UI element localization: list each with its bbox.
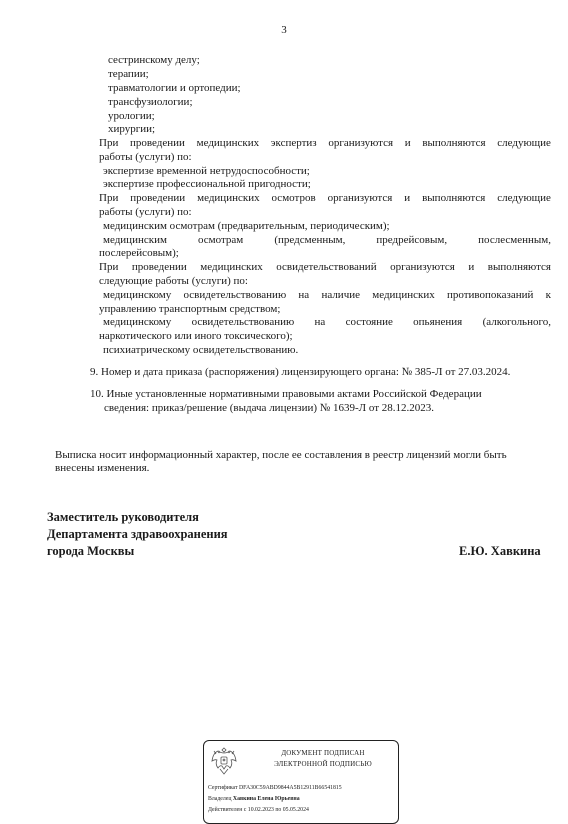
notice-line2: внесены изменения.: [55, 462, 150, 474]
word: послесменным,: [478, 234, 551, 246]
stamp-cert-label: Сертификат: [208, 785, 238, 791]
stamp-owner-value: Хавкина Елена Юрьевна: [232, 796, 300, 802]
word: При: [99, 261, 119, 273]
word: следующие: [497, 192, 551, 204]
word: медицинскому: [103, 316, 172, 328]
word: При: [99, 192, 119, 204]
word: выполняются: [422, 192, 486, 204]
word: проведении: [130, 137, 185, 149]
word: При: [99, 137, 119, 149]
word: противопоказаний: [446, 289, 534, 301]
certs-item-line: [103, 289, 551, 302]
exams-item: медицинским осмотрам (предварительным, периодическим);: [103, 220, 390, 232]
word: выполняются: [422, 137, 486, 149]
word: и: [404, 192, 411, 204]
signer-position-line2: Департамента здравоохранения: [47, 527, 228, 541]
certs-item-line: [103, 316, 551, 329]
word: следующие: [497, 137, 551, 149]
word: на: [298, 289, 310, 301]
certs-item-line2: управлению транспортным средством;: [99, 303, 281, 315]
word: на: [314, 316, 326, 328]
signer-position-line3: города Москвы: [47, 544, 135, 558]
stamp-owner: [208, 796, 300, 802]
list-item: сестринскому делу;: [108, 54, 200, 66]
signer-position-line1: Заместитель руководителя: [47, 510, 199, 524]
word: медицинских: [197, 192, 260, 204]
word: наличие: [321, 289, 360, 301]
item-10-line1: 10. Иные установленные нормативными правовыми актами Российской Федерации: [90, 388, 482, 400]
certs-item: психиатрическому освидетельствованию.: [103, 344, 299, 356]
e-signature-stamp: [203, 740, 399, 824]
item-9: 9. Номер и дата приказа (распоряжения) лицензирующего органа: № 385-Л от 27.03.2024.: [90, 366, 511, 378]
word: осмотрам: [198, 234, 244, 246]
word: освидетельствований: [276, 261, 377, 273]
stamp-owner-label: Владелец: [208, 796, 232, 802]
list-item: травматологии и ортопедии;: [108, 82, 241, 94]
stamp-title-line2: ЭЛЕКТРОННОЙ ПОДПИСЬЮ: [274, 760, 372, 768]
list-item: терапии;: [108, 68, 149, 80]
exams-item-line: [103, 234, 551, 247]
word: освидетельствованию: [191, 316, 295, 328]
exams-intro-line: [99, 192, 551, 205]
word: проведении: [131, 261, 187, 273]
word: освидетельствованию: [183, 289, 287, 301]
list-item: трансфузиологии;: [108, 96, 193, 108]
word: и: [468, 261, 475, 273]
word: и: [404, 137, 411, 149]
word: организуются: [328, 137, 394, 149]
stamp-certificate: [208, 785, 342, 791]
expertise-intro-line: [99, 137, 551, 150]
stamp-cert-value: DFA30C59ABD9844A5B12911B66541815: [238, 785, 342, 791]
certs-intro-line: [99, 261, 551, 274]
word: экспертиз: [270, 137, 317, 149]
word: состояние: [345, 316, 393, 328]
word: опьянения: [413, 316, 463, 328]
word: (предсменным,: [274, 234, 346, 246]
exams-intro-line2: работы (услуги) по:: [99, 206, 192, 218]
word: организуются: [327, 192, 393, 204]
word: медицинскому: [103, 289, 172, 301]
certs-intro-line2: следующие работы (услуги) по:: [99, 275, 248, 287]
word: к: [545, 289, 551, 301]
word: осмотров: [271, 192, 316, 204]
stamp-title-line1: ДОКУМЕНТ ПОДПИСАН: [281, 749, 365, 757]
list-item: урологии;: [108, 110, 155, 122]
page-number: 3: [281, 24, 287, 36]
stamp-validity: Действителен с 10.02.2023 по 05.05.2024: [208, 807, 309, 813]
word: организуются: [390, 261, 455, 273]
exams-item-line2: послерейсовым);: [99, 247, 179, 259]
coat-of-arms-icon: [210, 745, 238, 777]
word: предрейсовым,: [376, 234, 448, 246]
word: медицинских: [200, 261, 263, 273]
expertise-item: экспертизе профессиональной пригодности;: [103, 178, 311, 190]
expertise-intro-line2: работы (услуги) по:: [99, 151, 192, 163]
word: выполняются: [487, 261, 551, 273]
certs-item-line2: наркотического или иного токсического);: [99, 330, 293, 342]
signer-name: Е.Ю. Хавкина: [459, 544, 541, 558]
word: медицинским: [103, 234, 167, 246]
word: проведении: [130, 192, 186, 204]
word: медицинских: [196, 137, 260, 149]
notice-line1: Выписка носит информационный характер, после ее составления в реестр лицензий могли быть: [55, 449, 507, 461]
expertise-item: экспертизе временной нетрудоспособности;: [103, 165, 310, 177]
word: медицинских: [372, 289, 435, 301]
item-10-line2: сведения: приказ/решение (выдача лицензии) № 1639-Л от 28.12.2023.: [104, 402, 435, 414]
list-item: хирургии;: [108, 123, 156, 135]
word: (алкогольного,: [482, 316, 551, 328]
